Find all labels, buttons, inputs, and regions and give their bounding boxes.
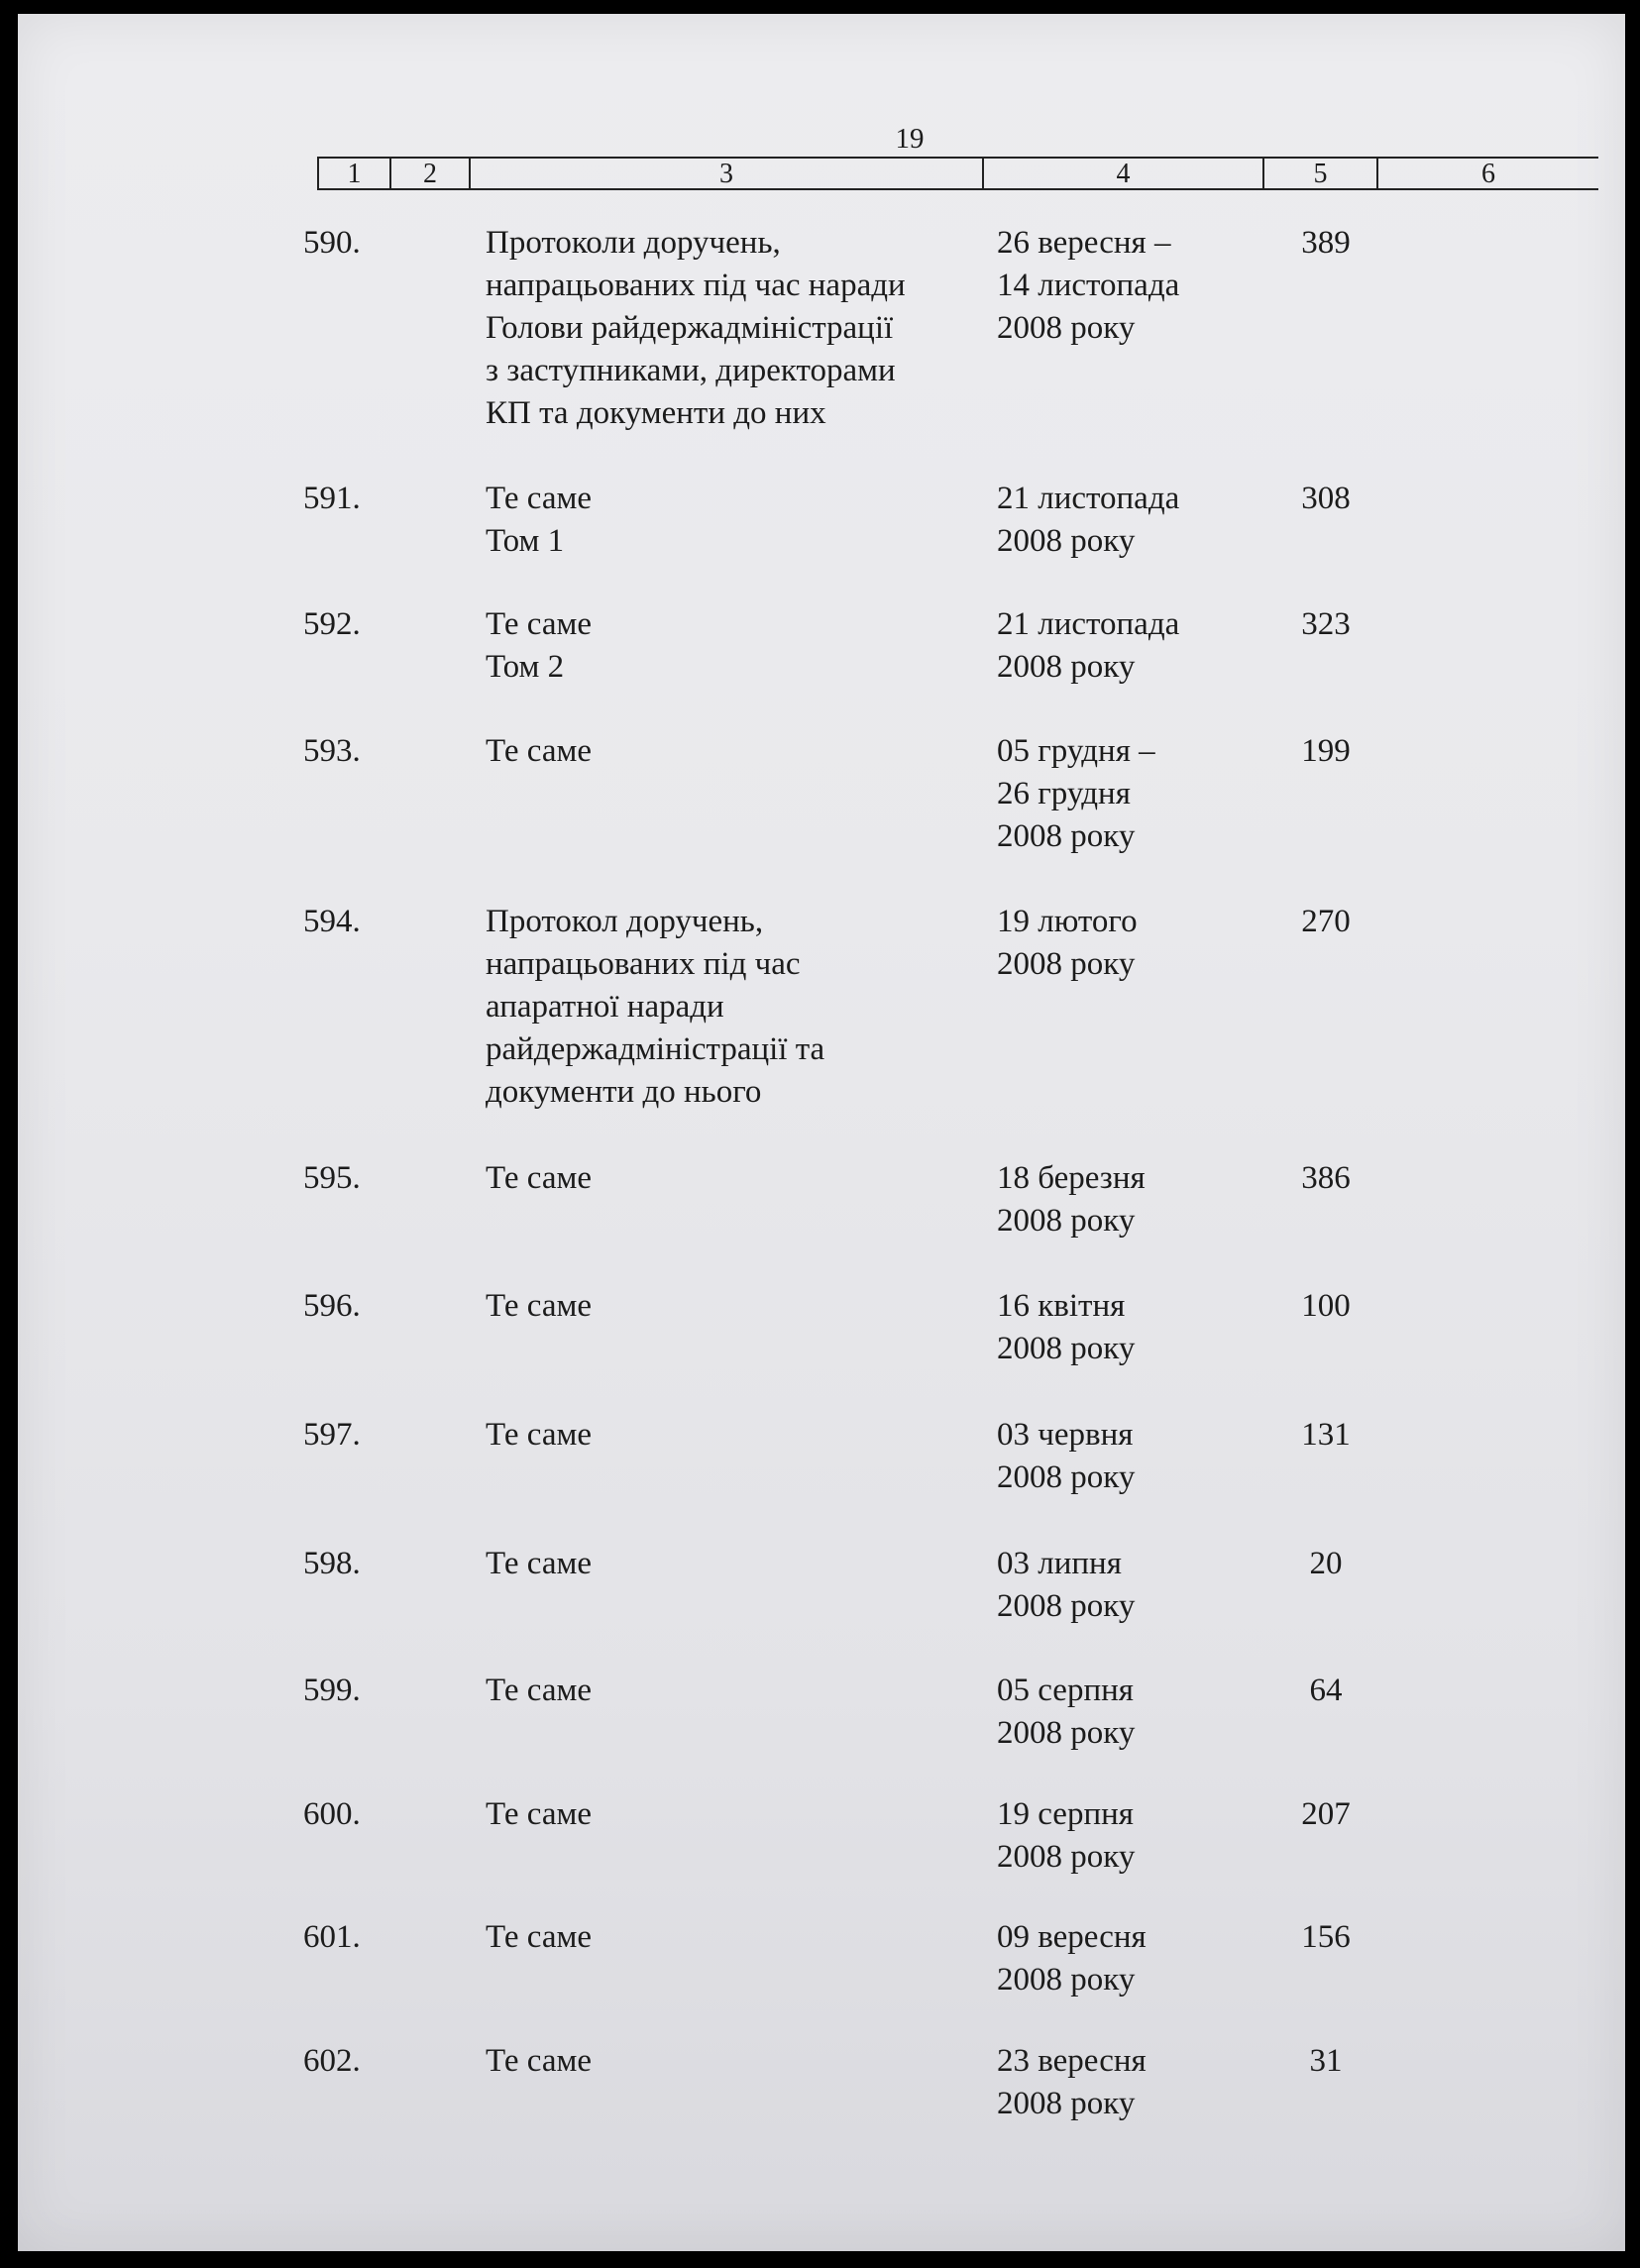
item-title-line: з заступниками, директорами (486, 353, 896, 388)
item-number: 600. (303, 1796, 361, 1832)
item-date-line: 19 серпня (997, 1796, 1134, 1832)
item-number: 602. (303, 2043, 361, 2079)
item-title-line: Те саме (486, 733, 593, 769)
item-date-line: 05 серпня (997, 1673, 1134, 1708)
item-title (486, 1916, 981, 1959)
item-date-line: 16 квітня (997, 1288, 1126, 1324)
item-title-line: Те саме (486, 606, 593, 642)
item-sheet-count: 100 (1301, 1288, 1351, 1324)
item-title-line: Протокол доручень, (486, 904, 764, 939)
item-date-line: 2008 року (997, 2086, 1136, 2121)
item-number: 591. (303, 481, 361, 516)
item-date-line: 2008 року (997, 946, 1136, 982)
item-date-line: 2008 року (997, 1839, 1136, 1875)
item-date-line: 2008 року (997, 523, 1136, 559)
item-date-line: 21 листопада (997, 606, 1180, 642)
item-date-line: 2008 року (997, 1962, 1136, 1998)
item-title-line: Те саме (486, 1673, 593, 1708)
item-sheet-count: 20 (1309, 1546, 1343, 1581)
item-date-line: 03 червня (997, 1417, 1134, 1453)
item-date-line: 09 вересня (997, 1919, 1147, 1955)
item-title-line: Те саме (486, 1919, 593, 1955)
item-title (486, 222, 981, 435)
item-title-line: КП та документи до них (486, 395, 826, 431)
item-date-line: 2008 року (997, 818, 1136, 854)
item-title-line: Те саме (486, 1160, 593, 1196)
item-date-line: 2008 року (997, 1331, 1136, 1366)
column-header-row (317, 157, 1598, 190)
item-title (486, 1670, 981, 1712)
item-sheet-count: 207 (1301, 1796, 1351, 1832)
item-date (997, 603, 1179, 689)
item-number: 598. (303, 1546, 361, 1581)
item-number: 593. (303, 733, 361, 769)
item-date-line: 26 грудня (997, 776, 1131, 811)
item-title-line: напрацьованих під час (486, 946, 801, 982)
item-title-line: Те саме (486, 1546, 593, 1581)
item-title (486, 730, 981, 773)
item-title (486, 901, 981, 1114)
item-title-line: Том 2 (486, 649, 565, 685)
item-title-line: Те саме (486, 1288, 593, 1324)
item-number: 596. (303, 1288, 361, 1324)
item-title-line: документи до нього (486, 1074, 762, 1110)
item-date (997, 1157, 1146, 1242)
item-date-line: 2008 року (997, 1203, 1136, 1239)
item-title (486, 1285, 981, 1328)
item-title-line: Голови райдержадміністрації (486, 310, 894, 346)
item-number: 594. (303, 904, 361, 939)
item-title-line: Том 1 (486, 523, 565, 559)
item-number: 592. (303, 606, 361, 642)
item-date (997, 1285, 1135, 1370)
column-header-3: 3 (471, 159, 984, 188)
item-sheet-count: 386 (1301, 1160, 1351, 1196)
item-date-line: 26 вересня – (997, 225, 1171, 261)
column-header-4: 4 (984, 159, 1264, 188)
item-date-line: 21 листопада (997, 481, 1180, 516)
item-title-line: Те саме (486, 1796, 593, 1832)
item-title (486, 603, 981, 689)
item-title-line: Протоколи доручень, (486, 225, 781, 261)
item-date-line: 2008 року (997, 310, 1136, 346)
item-number: 599. (303, 1673, 361, 1708)
item-date-line: 18 березня (997, 1160, 1146, 1196)
item-number: 590. (303, 225, 361, 261)
item-date (997, 222, 1179, 350)
item-date-line: 19 лютого (997, 904, 1138, 939)
item-sheet-count: 389 (1301, 225, 1351, 261)
item-date-line: 2008 року (997, 1715, 1136, 1751)
item-date-line: 2008 року (997, 1459, 1136, 1495)
item-title (486, 1414, 981, 1457)
item-sheet-count: 131 (1301, 1417, 1351, 1453)
item-number: 597. (303, 1417, 361, 1453)
column-header-6: 6 (1481, 159, 1495, 189)
item-title (486, 478, 981, 563)
item-date (997, 1543, 1135, 1628)
item-number: 595. (303, 1160, 361, 1196)
item-date (997, 1916, 1147, 2001)
item-sheet-count: 270 (1301, 904, 1351, 939)
item-date-line: 2008 року (997, 1588, 1136, 1624)
item-number: 601. (303, 1919, 361, 1955)
item-title-line: Те саме (486, 1417, 593, 1453)
item-date (997, 1793, 1135, 1879)
item-date (997, 730, 1155, 858)
item-date (997, 1670, 1135, 1755)
item-title-line: райдержадміністрації та (486, 1031, 825, 1067)
column-header-2: 2 (391, 159, 471, 188)
item-sheet-count: 64 (1309, 1673, 1343, 1708)
item-date (997, 2040, 1147, 2125)
item-sheet-count: 31 (1309, 2043, 1343, 2079)
item-sheet-count: 156 (1301, 1919, 1351, 1955)
item-sheet-count: 199 (1301, 733, 1351, 769)
item-date (997, 478, 1179, 563)
item-title-line: апаратної наради (486, 989, 724, 1025)
item-title (486, 1793, 981, 1836)
item-date-line: 23 вересня (997, 2043, 1147, 2079)
item-title (486, 1157, 981, 1200)
column-header-1: 1 (319, 159, 391, 188)
item-date-line: 03 липня (997, 1546, 1122, 1581)
item-date-line: 14 листопада (997, 268, 1180, 303)
item-sheet-count: 308 (1301, 481, 1351, 516)
item-date-line: 05 грудня – (997, 733, 1155, 769)
page-number: 19 (895, 123, 925, 155)
document-page (18, 14, 1625, 2251)
item-title-line: Те саме (486, 2043, 593, 2079)
item-sheet-count: 323 (1301, 606, 1351, 642)
item-title (486, 1543, 981, 1585)
item-title (486, 2040, 981, 2083)
item-date (997, 901, 1138, 986)
column-header-5: 5 (1264, 159, 1378, 188)
item-title-line: напрацьованих під час наради (486, 268, 906, 303)
item-date (997, 1414, 1135, 1499)
item-title-line: Те саме (486, 481, 593, 516)
item-date-line: 2008 року (997, 649, 1136, 685)
